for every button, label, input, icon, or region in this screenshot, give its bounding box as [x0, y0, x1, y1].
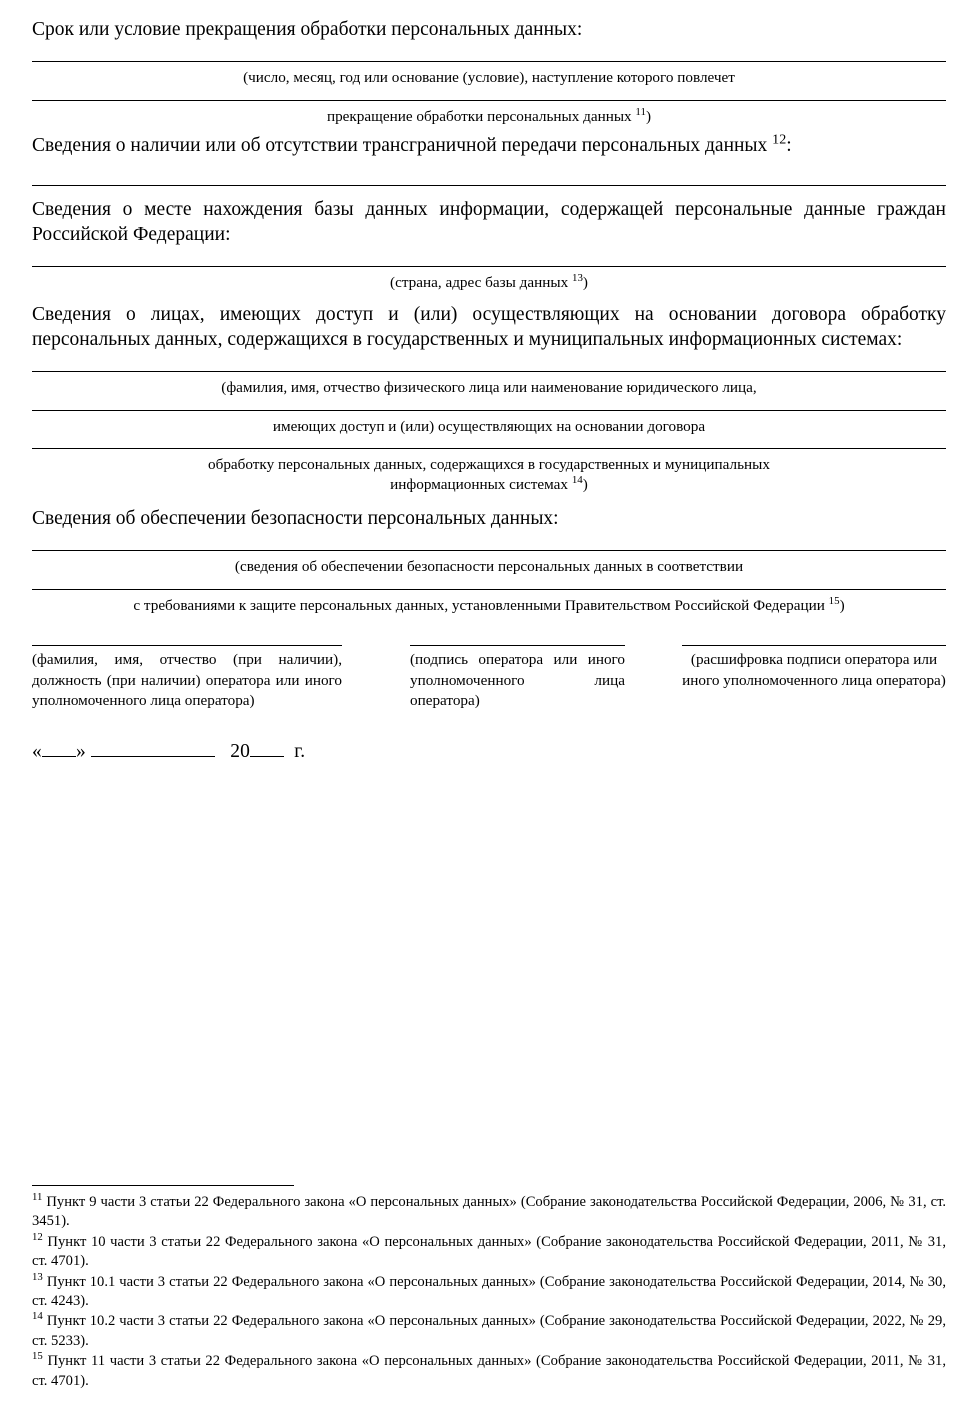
section-termination-period — [32, 18, 946, 126]
quote-close: » — [75, 741, 86, 763]
field-caption — [32, 596, 946, 616]
signature-sign-field — [410, 645, 625, 711]
caption-tail: ) — [645, 107, 652, 125]
section-heading: Срок или условие прекращения обработки персональных данных: — [32, 19, 583, 40]
spacer — [625, 645, 682, 711]
field-caption: (число, месяц, год или основание (условие), наступление которого повлечет — [243, 68, 735, 86]
field-caption — [32, 455, 946, 495]
heading-tail: : — [786, 135, 792, 157]
month-blank[interactable] — [91, 756, 215, 757]
year-prefix: 20 — [230, 741, 251, 763]
signature-caption: (фамилия, имя, отчество (при наличии), должность (при наличии) оператора или иного уполномоченного лица оператора) — [32, 651, 342, 709]
footnote-ref-12: 12 — [772, 131, 787, 148]
caption-text: прекращение обработки персональных данных — [326, 107, 636, 125]
caption-text: (страна, адрес базы данных — [390, 274, 572, 292]
year-suffix: г. — [294, 741, 306, 763]
section-heading — [32, 131, 946, 159]
section-heading: Сведения об обеспечении безопасности персональных данных: — [32, 507, 559, 529]
footnote-marker: 11 — [32, 1191, 43, 1204]
caption-line-1: обработку персональных данных, содержащихся в государственных и муниципальных — [208, 456, 770, 474]
footnote-item — [32, 1270, 946, 1312]
footnote-ref-14: 14 — [571, 474, 583, 487]
footnote-marker: 13 — [32, 1270, 43, 1283]
section-persons-with-access — [32, 293, 946, 495]
field-caption: (сведения об обеспечении безопасности персональных данных в соответствии — [234, 557, 744, 575]
footnote-marker: 12 — [32, 1230, 43, 1243]
signature-rule — [32, 645, 342, 646]
footnote-item — [32, 1230, 946, 1272]
footnote-marker: 15 — [32, 1350, 43, 1363]
section-heading: Сведения о лицах, имеющих доступ и (или) осуществляющих на основании договора обработку персональных данных, содержащихся в государственных и муниципальных информационных системах: — [32, 304, 946, 351]
section-database-location — [32, 186, 946, 293]
footnote-text: Пункт 10 части 3 статьи 22 Федерального закона «О персональных данных» (Собрание законодательства Российской Федерации, 2011, № 31, ст. 4701). — [32, 1233, 946, 1270]
footnote-text: Пункт 9 части 3 статьи 22 Федерального закона «О персональных данных» (Собрание законодательства Российской Федерации, 2006, № 31, ст. 3451). — [32, 1194, 946, 1230]
field-caption: имеющих доступ и (или) осуществляющих на основании договора — [272, 417, 706, 435]
caption-line-2: информационных системах — [390, 476, 572, 494]
footnotes-section — [32, 1185, 946, 1392]
document-body — [32, 18, 946, 763]
field-caption — [32, 107, 946, 127]
footnote-marker: 14 — [32, 1310, 43, 1323]
section-data-security — [32, 495, 946, 615]
footnote-ref-13: 13 — [571, 272, 583, 285]
caption-tail: ) — [582, 274, 588, 292]
section-heading: Сведения о месте нахождения базы данных информации, содержащей персональные данные граждан Российской Федерации: — [32, 199, 946, 246]
section-cross-border-transfer — [32, 126, 946, 186]
date-line — [32, 741, 946, 763]
footnote-text: Пункт 10.2 части 3 статьи 22 Федерального закона «О персональных данных» (Собрание законодательства Российской Федерации, 2022, № 29, ст. 5233). — [32, 1313, 946, 1349]
quote-open: « — [32, 741, 42, 763]
caption-text: с требованиями к защите персональных данных, установленными Правительством Российской Федерации — [133, 596, 829, 614]
footnote-item — [32, 1193, 946, 1232]
caption-tail: ) — [839, 596, 845, 614]
signature-name-field — [32, 645, 342, 711]
field-caption — [32, 273, 946, 293]
field-caption: (фамилия, имя, отчество физического лица или наименование юридического лица, — [221, 378, 757, 396]
footnote-ref-15: 15 — [828, 594, 840, 607]
signature-rule — [682, 645, 946, 646]
footnote-text: Пункт 11 части 3 статьи 22 Федерального закона «О персональных данных» (Собрание законодательства Российской Федерации, 2011, № 31, ст. 4701). — [32, 1353, 946, 1389]
footnote-item — [32, 1352, 946, 1391]
heading-text: Сведения о наличии или об отсутствии трансграничной передачи персональных данных — [32, 135, 773, 157]
footnote-separator — [32, 1185, 294, 1186]
footnote-item — [32, 1312, 946, 1351]
footnote-text: Пункт 10.1 части 3 статьи 22 Федерального закона «О персональных данных» (Собрание законодательства Российской Федерации, 2014, № 30, ст. 4243). — [32, 1273, 946, 1310]
signature-caption: (расшифровка подписи оператора или иного уполномоченного лица оператора) — [682, 651, 946, 689]
year-blank[interactable] — [250, 756, 284, 757]
spacer — [342, 645, 410, 711]
signature-rule — [410, 645, 625, 646]
day-blank[interactable] — [42, 756, 76, 757]
caption-tail: ) — [582, 476, 588, 494]
signature-transcript-field — [682, 645, 946, 711]
signature-block — [32, 645, 946, 711]
signature-caption: (подпись оператора или иного уполномоченного лица оператора) — [410, 651, 625, 709]
footnote-ref-11: 11 — [635, 105, 646, 118]
